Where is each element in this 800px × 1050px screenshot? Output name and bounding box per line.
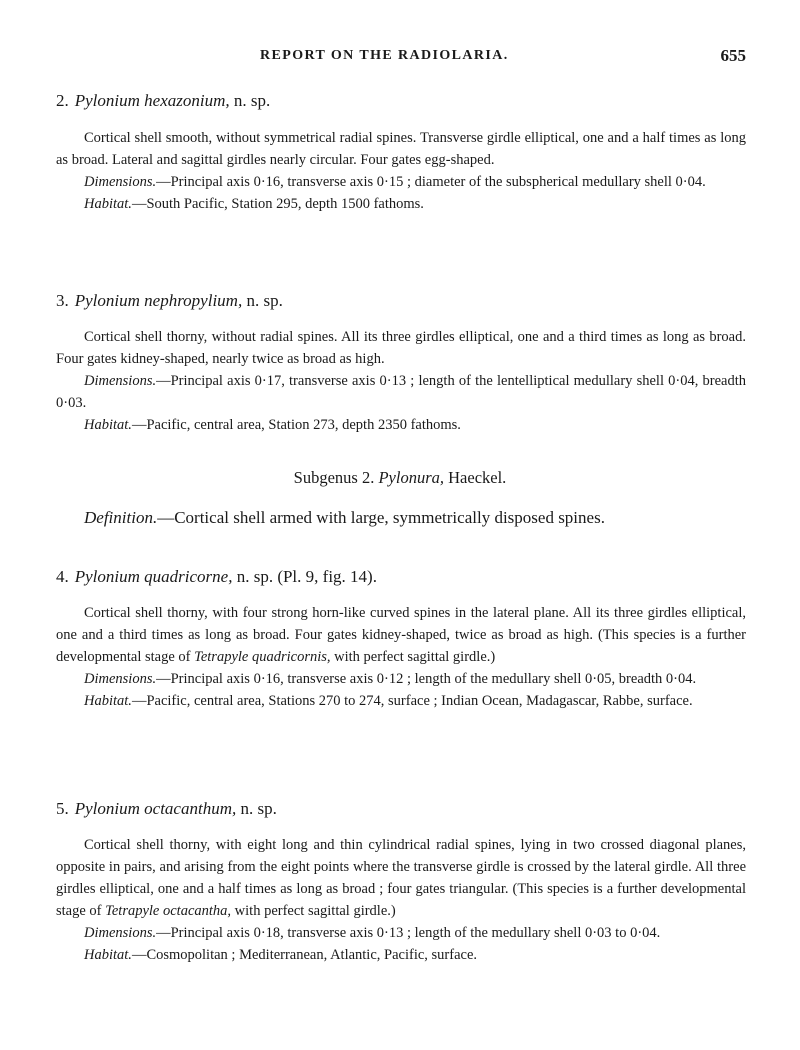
habitat-text: —Pacific, central area, Station 273, depth 2350 fathoms.	[131, 417, 461, 433]
dimensions-text: —Principal axis 0·18, transverse axis 0·13 ; length of the medullary shell 0·03 to 0·04.	[156, 925, 661, 941]
species-number: 2.	[56, 91, 69, 110]
species-number: 5.	[56, 799, 69, 818]
dimensions-label: Dimensions.	[84, 174, 157, 190]
habitat-label: Habitat.	[84, 196, 132, 212]
species-habitat	[56, 690, 746, 712]
subgenus-heading	[0, 468, 800, 488]
subgenus-definition	[56, 506, 746, 530]
species-dimensions	[56, 171, 746, 193]
dimensions-text: —Principal axis 0·16, transverse axis 0·12 ; length of the medullary shell 0·05, breadth 0·04.	[156, 671, 697, 687]
species-suffix: n. sp.	[246, 291, 283, 310]
species-suffix: n. sp.	[240, 799, 277, 818]
species-description: Cortical shell smooth, without symmetrical radial spines. Transverse girdle elliptical, one and a half times as long as broad. Lateral and sagittal girdles nearly circular. Four gates egg-shaped.	[56, 130, 746, 168]
species-habitat	[56, 944, 746, 966]
habitat-text: —Cosmopolitan ; Mediterranean, Atlantic, Pacific, surface.	[131, 947, 478, 963]
definition-label: Definition.	[84, 508, 158, 527]
habitat-label: Habitat.	[84, 693, 132, 709]
subgenus-name: Pylonura,	[378, 468, 445, 487]
species-name: Pylonium quadricorne,	[74, 567, 233, 586]
species-suffix: n. sp. (Pl. 9, fig. 14).	[236, 567, 377, 586]
species-habitat	[56, 414, 746, 436]
running-title: REPORT ON THE RADIOLARIA.	[260, 48, 509, 63]
species-heading	[56, 90, 746, 112]
dimensions-label: Dimensions.	[84, 671, 157, 687]
habitat-text: —South Pacific, Station 295, depth 1500 fathoms.	[131, 196, 424, 212]
subgenus-prefix: Subgenus 2.	[293, 468, 375, 487]
habitat-label: Habitat.	[84, 947, 132, 963]
species-number: 4.	[56, 567, 69, 586]
species-entry	[56, 90, 746, 215]
habitat-label: Habitat.	[84, 417, 132, 433]
species-entry	[56, 290, 746, 436]
species-description: Cortical shell thorny, without radial spines. All its three girdles elliptical, one and a third times as long as broad. Four gates kidney-shaped, nearly twice as broad as high.	[56, 329, 746, 367]
dimensions-label: Dimensions.	[84, 925, 157, 941]
species-dimensions	[56, 668, 746, 690]
species-dimensions	[56, 370, 746, 414]
species-description	[56, 834, 746, 922]
species-dimensions	[56, 922, 746, 944]
species-name: Pylonium octacanthum,	[74, 799, 237, 818]
description-text: Cortical shell thorny, with four strong horn-like curved spines in the lateral plane. All its three girdles elliptical, one and a third times as long as broad. Four gates kidney-shaped, twice as broad as high. (This species is a further developmental stage of	[56, 605, 746, 665]
page-header	[0, 48, 800, 72]
dimensions-text: —Principal axis 0·16, transverse axis 0·15 ; diameter of the subspherical medullary shell 0·04.	[156, 174, 706, 190]
species-heading	[56, 798, 746, 820]
description-taxon: Tetrapyle octacantha,	[105, 903, 232, 919]
species-name: Pylonium hexazonium,	[74, 91, 230, 110]
description-text: with perfect sagittal girdle.)	[330, 649, 496, 665]
species-entry	[56, 798, 746, 966]
page-number: 655	[720, 46, 746, 65]
species-habitat	[56, 193, 746, 215]
species-heading	[56, 290, 746, 312]
species-name: Pylonium nephropylium,	[74, 291, 243, 310]
definition-text: —Cortical shell armed with large, symmetrically disposed spines.	[157, 508, 605, 527]
description-text: Cortical shell thorny, with eight long and thin cylindrical radial spines, lying in two crossed diagonal planes, opposite in pairs, and arising from the eight points where the transverse girdle is crossed by the lateral girdle. All three girdles elliptical, one and a half times as long as broad ; four gates triangular. (This species is a further developmental stage of	[56, 837, 746, 919]
species-entry	[56, 566, 746, 712]
species-description	[56, 602, 746, 668]
habitat-text: —Pacific, central area, Stations 270 to 274, surface ; Indian Ocean, Madagascar, Rabbe, surface.	[131, 693, 693, 709]
dimensions-label: Dimensions.	[84, 373, 157, 389]
subgenus-author: Haeckel.	[448, 468, 507, 487]
description-taxon: Tetrapyle quadricornis,	[194, 649, 331, 665]
species-heading	[56, 566, 746, 588]
description-text: with perfect sagittal girdle.)	[231, 903, 396, 919]
species-suffix: n. sp.	[233, 91, 271, 110]
species-number: 3.	[56, 291, 69, 310]
dimensions-text: —Principal axis 0·17, transverse axis 0·13 ; length of the lentelliptical medullary shell 0·04, breadth 0·03.	[56, 373, 746, 411]
